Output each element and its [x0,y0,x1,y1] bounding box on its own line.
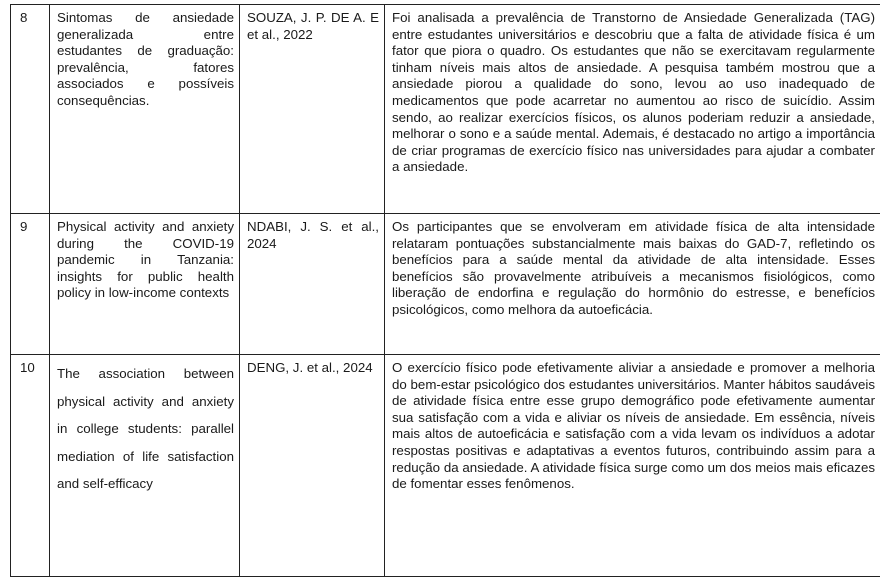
article-summary: Foi analisada a prevalência de Transtorno de Ansiedade Generalizada (TAG) entre estudantes universitários e descobriu que a falta de atividade física é um fator que piora o quadro. Os estudantes que não se exercitavam regularmente tinham níveis mais altos de ansiedade. A pesquisa também mostrou que a ansiedade piorou a qualidade do sono, levou ao uso inadequado de medicamentos que pode acarretar no aumentou ao risco de suicídio. Assim sendo, ao realizar exercícios físicos, os alunos poderiam reduzir a ansiedade, melhorar o sono e a saúde mental. Ademais, é destacado no artigo a importância de criar programas de exercício físico nas universidades para ajudar a combater a ansiedade. [385,5,880,214]
article-title: The association between physical activity and anxiety in college students: parallel mediation of life satisfaction and self-efficacy [50,355,240,577]
table-row [11,355,880,577]
article-title: Sintomas de ansiedade generalizada entre estudantes de graduação: prevalência, fatores associados e possíveis consequências. [50,5,240,214]
row-number: 8 [11,5,50,214]
article-author: DENG, J. et al., 2024 [240,355,385,577]
row-number: 10 [11,355,50,577]
article-title: Physical activity and anxiety during the COVID-19 pandemic in Tanzania: insights for public health policy in low-income contexts [50,214,240,355]
table-row [11,5,880,214]
row-number: 9 [11,214,50,355]
table-row [11,214,880,355]
article-author: SOUZA, J. P. DE A. E et al., 2022 [240,5,385,214]
article-author: NDABI, J. S. et al., 2024 [240,214,385,355]
literature-review-table [10,4,880,577]
article-summary: Os participantes que se envolveram em atividade física de alta intensidade relataram pontuações substancialmente mais baixas do GAD-7, refletindo os benefícios para a saúde mental da atividade de alta intensidade. Esses benefícios são provavelmente atribuíveis a mecanismos fisiológicos, como liberação de endorfina e regulação do hormônio do estresse, e benefícios psicológicos, como melhora da autoeficácia. [385,214,880,355]
article-summary: O exercício físico pode efetivamente aliviar a ansiedade e promover a melhoria do bem-estar psicológico dos estudantes universitários. Manter hábitos saudáveis de atividade física entre esse grupo demográfico pode efetivamente aumentar sua satisfação com a vida e aliviar os níveis de ansiedade. Em essência, níveis mais altos de autoeficácia e satisfação com a vida levam os indivíduos a adotar respostas positivas e adaptativas a eventos futuros, contribuindo assim para a redução da ansiedade. A atividade física surge como um dos meios mais eficazes de fomentar esses fenômenos. [385,355,880,577]
